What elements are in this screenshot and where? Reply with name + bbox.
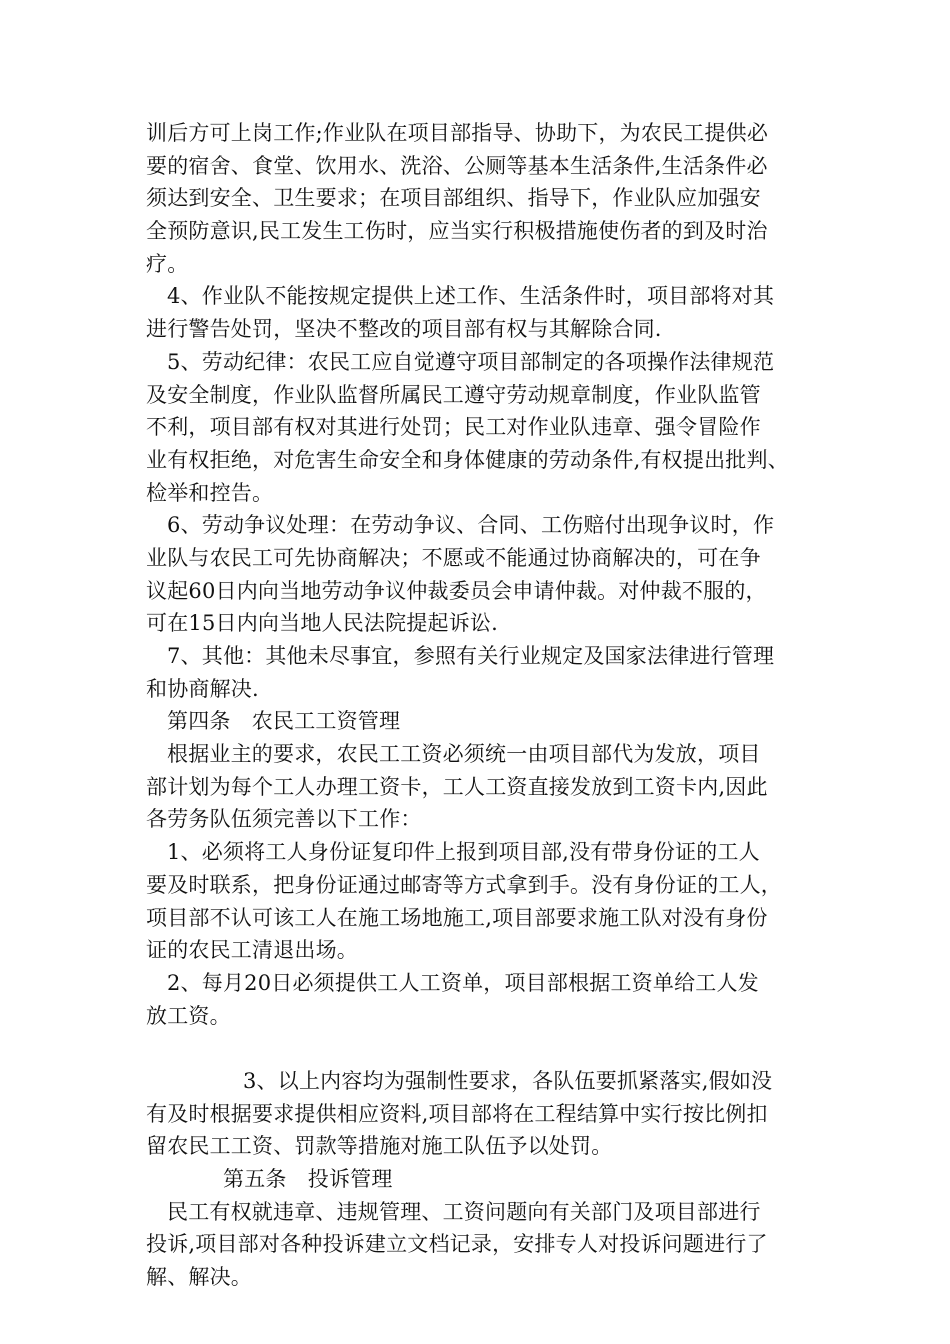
- section-heading: 第五条 投诉管理: [223, 1167, 393, 1191]
- text-line: 可在15日内向当地人民法院提起诉讼.: [146, 611, 498, 636]
- text-line: 3、以上内容均为强制性要求，各队伍要抓紧落实,假如没: [243, 1068, 773, 1093]
- text-line: 部计划为每个工人办理工资卡，工人工资直接发放到工资卡内,因此: [146, 774, 768, 799]
- text-line: 全预防意识,民工发生工伤时，应当实行积极措施使伤者的到及时治: [146, 219, 768, 244]
- blank-line: [146, 1032, 826, 1065]
- text-line: 要及时联系，把身份证通过邮寄等方式拿到手。没有身份证的工人，: [146, 872, 782, 897]
- text-line: 解、解决。: [146, 1265, 252, 1290]
- text-line: 放工资。: [146, 1003, 231, 1028]
- text-line: 和协商解决.: [146, 676, 259, 701]
- text-line: 业队与农民工可先协商解决；不愿或不能通过协商解决的，可在争: [146, 545, 761, 570]
- text-line: 5、劳动纪律：农民工应自觉遵守项目部制定的各项操作法律规范: [167, 349, 775, 374]
- text-line: 检举和控告。: [146, 480, 274, 505]
- text-line: 议起60日内向当地劳动争议仲裁委员会申请仲裁。对仲裁不服的，: [146, 578, 767, 603]
- text-line: 及安全制度，作业队监督所属民工遵守劳动规章制度，作业队监管: [146, 382, 761, 407]
- text-line: 2、每月20日必须提供工人工资单，项目部根据工资单给工人发: [167, 970, 759, 995]
- text-line: 民工有权就违章、违规管理、工资问题向有关部门及项目部进行: [167, 1199, 761, 1224]
- text-line: 有及时根据要求提供相应资料,项目部将在工程结算中实行按比例扣: [146, 1101, 768, 1126]
- text-line: 4、作业队不能按规定提供上述工作、生活条件时，项目部将对其: [167, 284, 775, 309]
- text-line: 1、必须将工人身份证复印件上报到项目部,没有带身份证的工人: [167, 840, 760, 865]
- text-line: 须达到安全、卫生要求；在项目部组织、指导下，作业队应加强安: [146, 186, 761, 211]
- text-line: 业有权拒绝，对危害生命安全和身体健康的劳动条件,有权提出批判、: [146, 447, 789, 472]
- section-heading: 第四条 农民工工资管理: [167, 709, 401, 734]
- text-line: 训后方可上岗工作;作业队在项目部指导、协助下，为农民工提供必: [146, 121, 769, 145]
- text-line: 6、劳动争议处理：在劳动争议、合同、工伤赔付出现争议时，作: [167, 513, 775, 538]
- text-line: 7、其他：其他未尽事宜，参照有关行业规定及国家法律进行管理: [167, 644, 775, 668]
- text-line: 投诉,项目部对各种投诉建立文档记录，安排专人对投诉问题进行了: [146, 1232, 768, 1257]
- text-line: 进行警告处罚，坚决不整改的项目部有权与其解除合同.: [146, 317, 662, 342]
- text-line: 要的宿舍、食堂、饮用水、洗浴、公厕等基本生活条件,生活条件必: [146, 153, 768, 178]
- text-line: 项目部不认可该工人在施工场地施工,项目部要求施工队对没有身份: [146, 905, 768, 930]
- text-line: 疗。: [146, 251, 189, 276]
- text-line: 不利，项目部有权对其进行处罚；民工对作业队违章、强令冒险作: [146, 415, 761, 440]
- document-body: [146, 117, 826, 1294]
- text-line: 各劳务队伍须完善以下工作：: [146, 807, 422, 832]
- text-line: 根据业主的要求，农民工工资必须统一由项目部代为发放，项目: [167, 742, 761, 767]
- text-line: 留农民工工资、罚款等措施对施工队伍予以处罚。: [146, 1134, 613, 1159]
- text-line: 证的农民工清退出场。: [146, 938, 358, 963]
